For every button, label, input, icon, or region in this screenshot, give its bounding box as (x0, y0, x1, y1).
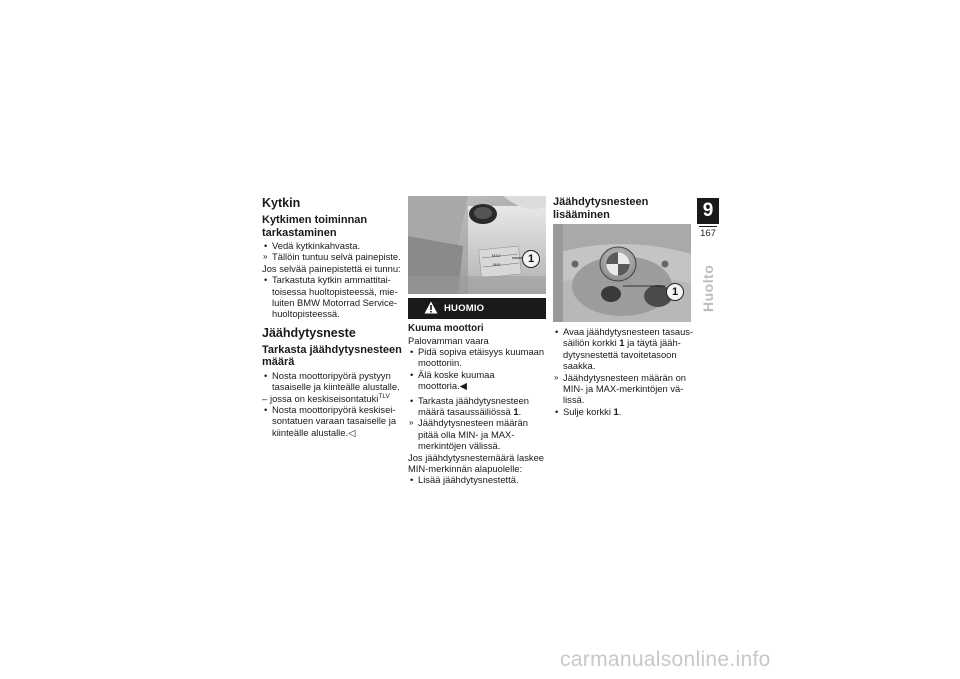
bullet-step: • Sulje korkki 1. (555, 405, 622, 417)
warning-triangle-icon (424, 301, 438, 314)
bullet-step: • Älä koske kuumaa moottoria.◀ (410, 368, 495, 392)
chapter-title-vertical: Huolto (700, 264, 716, 312)
column-left (262, 196, 408, 438)
page-number: 167 (700, 228, 716, 239)
min-mark: MIN (493, 262, 501, 267)
bullet-step: • Nosta moottoripyörä pystyyn tasaiselle ja kiinteälle alustalle. (264, 369, 400, 393)
condition-text: Jos jäähdytysnestemäärä laskee MIN-merkinnän alapuolelle: (408, 451, 545, 474)
section-heading-jaahdytysneste: Jäähdytysneste (262, 325, 356, 340)
subheading-lisaaminen: Jäähdytysnesteen lisääminen (553, 196, 649, 221)
section-heading-kytkin: Kytkin (262, 196, 301, 210)
warning-banner (408, 298, 546, 319)
column-middle (408, 196, 546, 486)
bullet-step: • Lisää jäähdytysnestettä. (410, 474, 519, 486)
warning-subtitle: Palovamman vaara (408, 334, 489, 346)
result-step: » Tällöin tuntuu selvä painepiste. (263, 251, 401, 263)
bullet-step: • Tarkasta jäähdytysnesteen määrä tasaussäiliössä 1. (410, 394, 530, 417)
max-mark: MAX (492, 253, 501, 258)
warning-title: Kuuma moottori (408, 323, 484, 334)
column-right (553, 196, 695, 417)
callout-number: 1 (522, 250, 540, 268)
page-number-rule (699, 226, 717, 227)
bullet-step: • Pidä sopiva etäisyys kuumaan moottoriin. (410, 345, 545, 369)
callout-number: 1 (666, 283, 684, 301)
condition-text: Jos selvää painepistettä ei tunnu: (262, 262, 401, 274)
bullet-step: • Nosta moottoripyörä keskisei-sontatuen varaan tasaiselle ja kiinteälle alustalle.◁ (264, 404, 397, 438)
subheading-tarkasta-maara: Tarkasta jäähdytysnesteen määrä (262, 343, 402, 369)
coolant-cap-photo (553, 224, 691, 322)
subheading-kytkimen-toiminnan: Kytkimen toiminnan tarkastaminen (262, 214, 368, 239)
warning-label: HUOMIO (444, 303, 485, 314)
bullet-step: • Tarkastuta kytkin ammattitai-toisessa huoltopisteessä, mie-luiten BMW Motorrad Service-huoltopisteessä. (264, 274, 398, 320)
chapter-number-badge: 9 (697, 198, 719, 224)
result-step: » Jäähdytysnesteen määrän on MIN- ja MAX-merkintöjen vä-lissä. (554, 371, 686, 406)
condition-step: – jossa on keskiseisontatuki$^{TLV}$ (262, 392, 390, 404)
tlv-superscript: TLV (378, 392, 390, 400)
bullet-step: • Avaa jäähdytysnesteen tasaus-säiliön korkki 1 ja täytä jääh-dytysnestettä tavoitetasoon saakka. (555, 326, 694, 372)
bullet-step: • Vedä kytkinkahvasta. (264, 240, 361, 251)
result-step: » Jäähdytysnesteen määrän pitää olla MIN- ja MAX-merkintöjen välissä. (409, 417, 528, 452)
coolant-reservoir-photo (408, 196, 546, 294)
watermark-text: carmanualsonline.info (560, 648, 771, 671)
